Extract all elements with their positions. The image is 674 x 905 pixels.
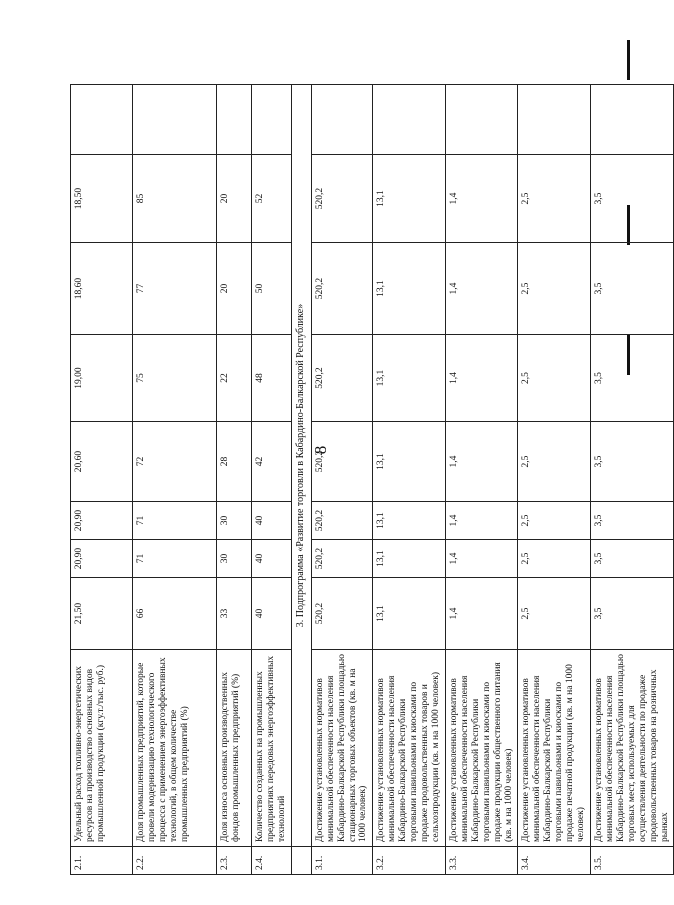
value-cell: 3,5 (590, 422, 673, 502)
value-cell: 77 (133, 243, 217, 335)
empty-cell (445, 85, 518, 155)
value-cell: 28 (217, 422, 252, 502)
empty-cell (252, 85, 292, 155)
value-cell: 22 (217, 335, 252, 422)
value-cell: 40 (252, 578, 292, 650)
empty-cell (71, 85, 133, 155)
value-cell: 13,1 (373, 502, 446, 540)
value-cell: 13,1 (373, 335, 446, 422)
value-cell: 2,5 (518, 540, 591, 578)
empty-cell (217, 85, 252, 155)
indicator-name: Достижение установленных нормативов минимальной обеспеченности населения Кабардино-Балкарской Республики торговыми павильонами и киосками по продаже продукции общественного питания (кв. м на 1000 человек) (445, 650, 518, 847)
value-cell: 19,00 (71, 335, 133, 422)
section-row (291, 85, 311, 875)
indicator-name: Доля износа основных производственных фондов промышленных предприятий (%) (217, 650, 252, 847)
table-row (133, 85, 217, 875)
indicator-name: Доля промышленных предприятий, которые провели модернизацию технологического процесса с применением энергоэффективных технологий, в общем количестве промышленных предприятий (%) (133, 650, 217, 847)
value-cell: 85 (133, 155, 217, 243)
row-number: 2.4. (252, 847, 292, 875)
empty-cell (518, 85, 591, 155)
value-cell: 71 (133, 540, 217, 578)
value-cell: 66 (133, 578, 217, 650)
value-cell: 13,1 (373, 155, 446, 243)
value-cell: 50 (252, 243, 292, 335)
empty-cell (311, 85, 373, 155)
indicator-name: Достижение установленных нормативов минимальной обеспеченности населения Кабардино-Балкарской Республики площадью стационарных торговых объектов (кв. м на 1000 человек) (311, 650, 373, 847)
value-cell: 20,90 (71, 540, 133, 578)
value-cell: 520,2 (311, 502, 373, 540)
value-cell: 3,5 (590, 243, 673, 335)
value-cell: 2,5 (518, 502, 591, 540)
table-body (71, 85, 674, 875)
indicator-name: Удельный расход топливно-энергетических ресурсов на производство основных видов промышленной продукции (кгу.т./тыс. руб.) (71, 650, 133, 847)
value-cell: 18,60 (71, 243, 133, 335)
value-cell: 520,2 (311, 422, 373, 502)
value-cell: 13,1 (373, 422, 446, 502)
table-row (590, 85, 673, 875)
value-cell: 520,2 (311, 540, 373, 578)
table-row (71, 85, 133, 875)
scan-mark-top (627, 40, 630, 80)
empty-cell (373, 85, 446, 155)
value-cell: 40 (252, 540, 292, 578)
empty-cell (590, 85, 673, 155)
value-cell: 30 (217, 502, 252, 540)
empty-cell (133, 85, 217, 155)
table-row (311, 85, 373, 875)
value-cell: 40 (252, 502, 292, 540)
section-spacer (291, 847, 311, 875)
value-cell: 520,2 (311, 155, 373, 243)
indicators-table (70, 84, 674, 875)
table-row (518, 85, 591, 875)
value-cell: 2,5 (518, 243, 591, 335)
table-row (217, 85, 252, 875)
value-cell: 1,4 (445, 243, 518, 335)
indicator-name: Достижение установленных нормативов минимальной обеспеченности населения Кабардино-Балкарской Республики площадью торговых мест, используемых для осуществления деятельности по продаже продовольственных товаров на розничных рынках (590, 650, 673, 847)
value-cell: 52 (252, 155, 292, 243)
value-cell: 21,50 (71, 578, 133, 650)
value-cell: 30 (217, 540, 252, 578)
row-number: 2.2. (133, 847, 217, 875)
value-cell: 3,5 (590, 502, 673, 540)
row-number: 3.4. (518, 847, 591, 875)
value-cell: 1,4 (445, 578, 518, 650)
indicator-name: Количество созданных на промышленных предприятиях передовых энергоэффективных технологий (252, 650, 292, 847)
value-cell: 3,5 (590, 540, 673, 578)
value-cell: 20 (217, 243, 252, 335)
page-number: 8 (311, 445, 330, 455)
value-cell: 1,4 (445, 155, 518, 243)
table-row (373, 85, 446, 875)
row-number: 3.1. (311, 847, 373, 875)
value-cell: 33 (217, 578, 252, 650)
value-cell: 2,5 (518, 335, 591, 422)
indicator-name: Достижение установленных нормативов минимальной обеспеченности населения Кабардино-Балкарской Республики торговыми павильонами и киосками по продаже продовольственных товаров и сельхозпродукции (кв. м на 1000 человек) (373, 650, 446, 847)
table-row (445, 85, 518, 875)
section-title: 3. Подпрограмма «Развитие торговли в Кабардино-Балкарской Республике» (291, 85, 311, 847)
row-number: 3.5. (590, 847, 673, 875)
value-cell: 20,90 (71, 502, 133, 540)
rotated-table-container (70, 85, 670, 875)
value-cell: 2,5 (518, 578, 591, 650)
table-row (252, 85, 292, 875)
value-cell: 520,2 (311, 243, 373, 335)
row-number: 2.1. (71, 847, 133, 875)
value-cell: 75 (133, 335, 217, 422)
value-cell: 72 (133, 422, 217, 502)
value-cell: 13,1 (373, 578, 446, 650)
value-cell: 3,5 (590, 335, 673, 422)
value-cell: 20 (217, 155, 252, 243)
value-cell: 42 (252, 422, 292, 502)
value-cell: 71 (133, 502, 217, 540)
row-number: 3.2. (373, 847, 446, 875)
value-cell: 20,60 (71, 422, 133, 502)
value-cell: 18,50 (71, 155, 133, 243)
value-cell: 1,4 (445, 422, 518, 502)
value-cell: 2,5 (518, 155, 591, 243)
value-cell: 1,4 (445, 502, 518, 540)
row-number: 2.3. (217, 847, 252, 875)
row-number: 3.3. (445, 847, 518, 875)
value-cell: 13,1 (373, 540, 446, 578)
indicator-name: Достижение установленных нормативов минимальной обеспеченности населения Кабардино-Балкарской Республики торговыми павильонами и киосками по продаже печатной продукции (кв. м на 1000 человек) (518, 650, 591, 847)
value-cell: 520,2 (311, 335, 373, 422)
value-cell: 1,4 (445, 335, 518, 422)
value-cell: 13,1 (373, 243, 446, 335)
value-cell: 2,5 (518, 422, 591, 502)
value-cell: 520,2 (311, 578, 373, 650)
value-cell: 1,4 (445, 540, 518, 578)
value-cell: 3,5 (590, 578, 673, 650)
value-cell: 3,5 (590, 155, 673, 243)
value-cell: 48 (252, 335, 292, 422)
